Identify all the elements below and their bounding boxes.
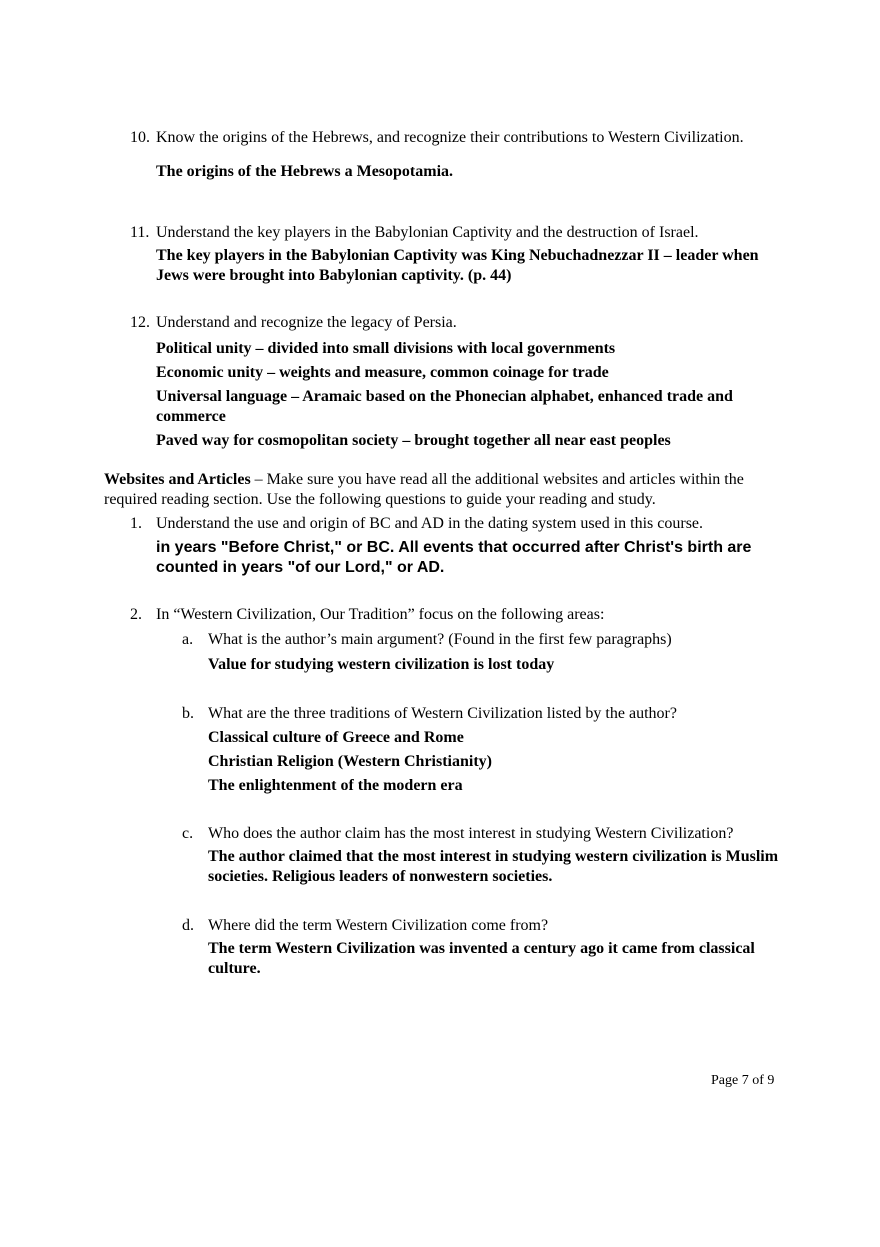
question-12 (130, 313, 770, 451)
question-10 (130, 128, 770, 182)
question-text: What are the three traditions of Western Civilization listed by the author? (208, 705, 677, 722)
page-number: Page 7 of 9 (711, 1073, 775, 1088)
subquestion-b (182, 704, 782, 796)
question-text: Who does the author claim has the most interest in studying Western Civilization? (208, 825, 734, 842)
question-text: What is the author’s main argument? (Found in the first few paragraphs) (208, 631, 672, 648)
websites-question-1 (130, 514, 770, 578)
answer-text: Value for studying western civilization is lost today (208, 656, 555, 673)
question-number: 1. (130, 515, 142, 532)
subquestion-letter: b. (182, 705, 194, 722)
question-number: 2. (130, 606, 142, 623)
question-text: Know the origins of the Hebrews, and recognize their contributions to Western Civilization. (156, 129, 744, 146)
subquestion-a (182, 630, 782, 675)
question-number: 11. (130, 224, 150, 241)
answer-line: Christian Religion (Western Christianity) (208, 753, 492, 770)
answer-line: Political unity – divided into small divisions with local governments (156, 340, 616, 357)
answer-text: The author claimed that the most interest in studying western civilization is Muslim societies. Religious leaders of nonwestern societies. (208, 848, 779, 885)
answer-line: The enlightenment of the modern era (208, 777, 463, 794)
answer-text: The key players in the Babylonian Captivity was King Nebuchadnezzar II – leader when Jews were brought into Babylonian captivity. (p. 44) (156, 247, 759, 284)
question-text: Where did the term Western Civilization come from? (208, 917, 549, 934)
section-heading: Websites and Articles (104, 471, 251, 488)
answer-line: Classical culture of Greece and Rome (208, 729, 464, 746)
question-number: 12. (130, 314, 150, 331)
subquestion-letter: d. (182, 917, 194, 934)
question-text: Understand the use and origin of BC and AD in the dating system used in this course. (156, 515, 704, 532)
answer-text: in years "Before Christ," or BC. All events that occurred after Christ's birth are counted in years "of our Lord," or AD. (156, 539, 752, 576)
answer-text: The term Western Civilization was invented a century ago it came from classical culture. (208, 940, 755, 977)
subquestion-letter: a. (182, 631, 194, 648)
question-11 (130, 223, 770, 286)
question-text: Understand and recognize the legacy of Persia. (156, 314, 457, 331)
websites-question-2 (130, 605, 770, 625)
answer-line: Universal language – Aramaic based on the Phonecian alphabet, enhanced trade and commerce (156, 388, 733, 425)
subquestion-c (182, 824, 782, 887)
subquestion-letter: c. (182, 825, 194, 842)
answer-line: Economic unity – weights and measure, common coinage for trade (156, 364, 609, 381)
websites-intro (104, 470, 784, 510)
answer-text: The origins of the Hebrews a Mesopotamia. (156, 163, 454, 180)
question-text: In “Western Civilization, Our Tradition” focus on the following areas: (156, 606, 605, 623)
question-number: 10. (130, 129, 150, 146)
question-text: Understand the key players in the Babylonian Captivity and the destruction of Israel. (156, 224, 699, 241)
answer-line: Paved way for cosmopolitan society – brought together all near east peoples (156, 432, 671, 449)
subquestion-d (182, 916, 782, 979)
section-intro-text: – Make sure you have read all the additional websites and articles within the required reading section. Use the following questions to guide your reading and study. (104, 471, 744, 508)
